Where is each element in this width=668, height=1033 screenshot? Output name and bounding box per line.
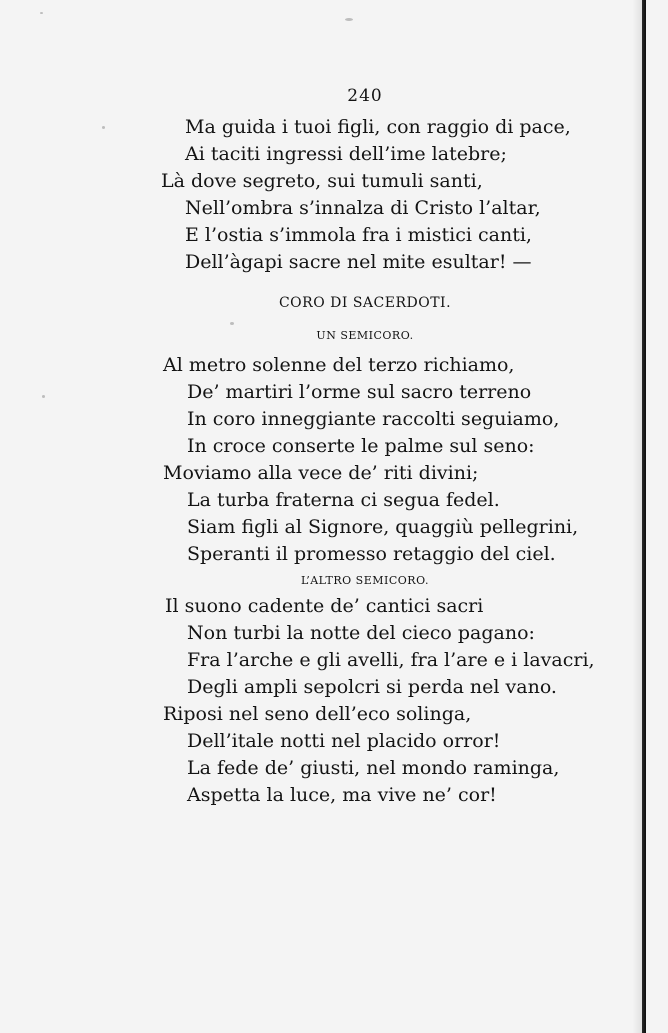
paper-speck	[345, 18, 353, 21]
verse-line: Là dove segreto, sui tumuli santi,	[161, 170, 483, 192]
paper-speck	[230, 322, 234, 325]
verse-line: Al metro solenne del terzo richiamo,	[163, 354, 515, 376]
verse-line: La turba fraterna ci segua fedel.	[187, 489, 500, 511]
page-number: 240	[347, 86, 383, 106]
page-right-edge	[642, 0, 646, 1033]
verse-line: Aspetta la luce, ma vive ne’ cor!	[187, 784, 497, 806]
verse-line: Non turbi la notte del cieco pagano:	[187, 622, 535, 644]
paper-speck	[102, 126, 105, 129]
verse-line: Ma guida i tuoi figli, con raggio di pace,	[185, 116, 571, 138]
paper-speck	[42, 395, 45, 398]
subheading-semichorus: UN SEMICORO.	[316, 329, 414, 342]
verse-line: Degli ampli sepolcri si perda nel vano.	[187, 676, 557, 698]
section-heading-choir: CORO DI SACERDOTI.	[278, 295, 452, 311]
verse-line: Ai taciti ingressi dell’ime latebre;	[185, 143, 507, 165]
verse-line: In croce conserte le palme sul seno:	[187, 435, 535, 457]
verse-line: Dell’itale notti nel placido orror!	[187, 730, 501, 752]
verse-line: Nell’ombra s’innalza di Cristo l’altar,	[185, 197, 541, 219]
verse-line: Moviamo alla vece de’ riti divini;	[163, 462, 479, 484]
verse-line: La fede de’ giusti, nel mondo raminga,	[187, 757, 560, 779]
verse-line: E l’ostia s’immola fra i mistici canti,	[185, 224, 532, 246]
subheading-other-semichorus: L’ALTRO SEMICORO.	[301, 574, 429, 587]
verse-line: Siam figli al Signore, quaggiù pellegrini,	[187, 516, 579, 538]
verse-line: In coro inneggiante raccolti seguiamo,	[187, 408, 560, 430]
verse-line: De’ martiri l’orme sul sacro terreno	[187, 381, 532, 403]
paper-speck	[40, 12, 43, 14]
verse-line: Il suono cadente de’ cantici sacri	[165, 595, 484, 617]
verse-line: Fra l’arche e gli avelli, fra l’are e i lavacri,	[187, 649, 595, 671]
page-gutter-shadow	[632, 0, 642, 1033]
verse-line: Dell’àgapi sacre nel mite esultar! —	[185, 251, 532, 273]
verse-line: Riposi nel seno dell’eco solinga,	[163, 703, 472, 725]
verse-line: Speranti il promesso retaggio del ciel.	[187, 543, 556, 565]
